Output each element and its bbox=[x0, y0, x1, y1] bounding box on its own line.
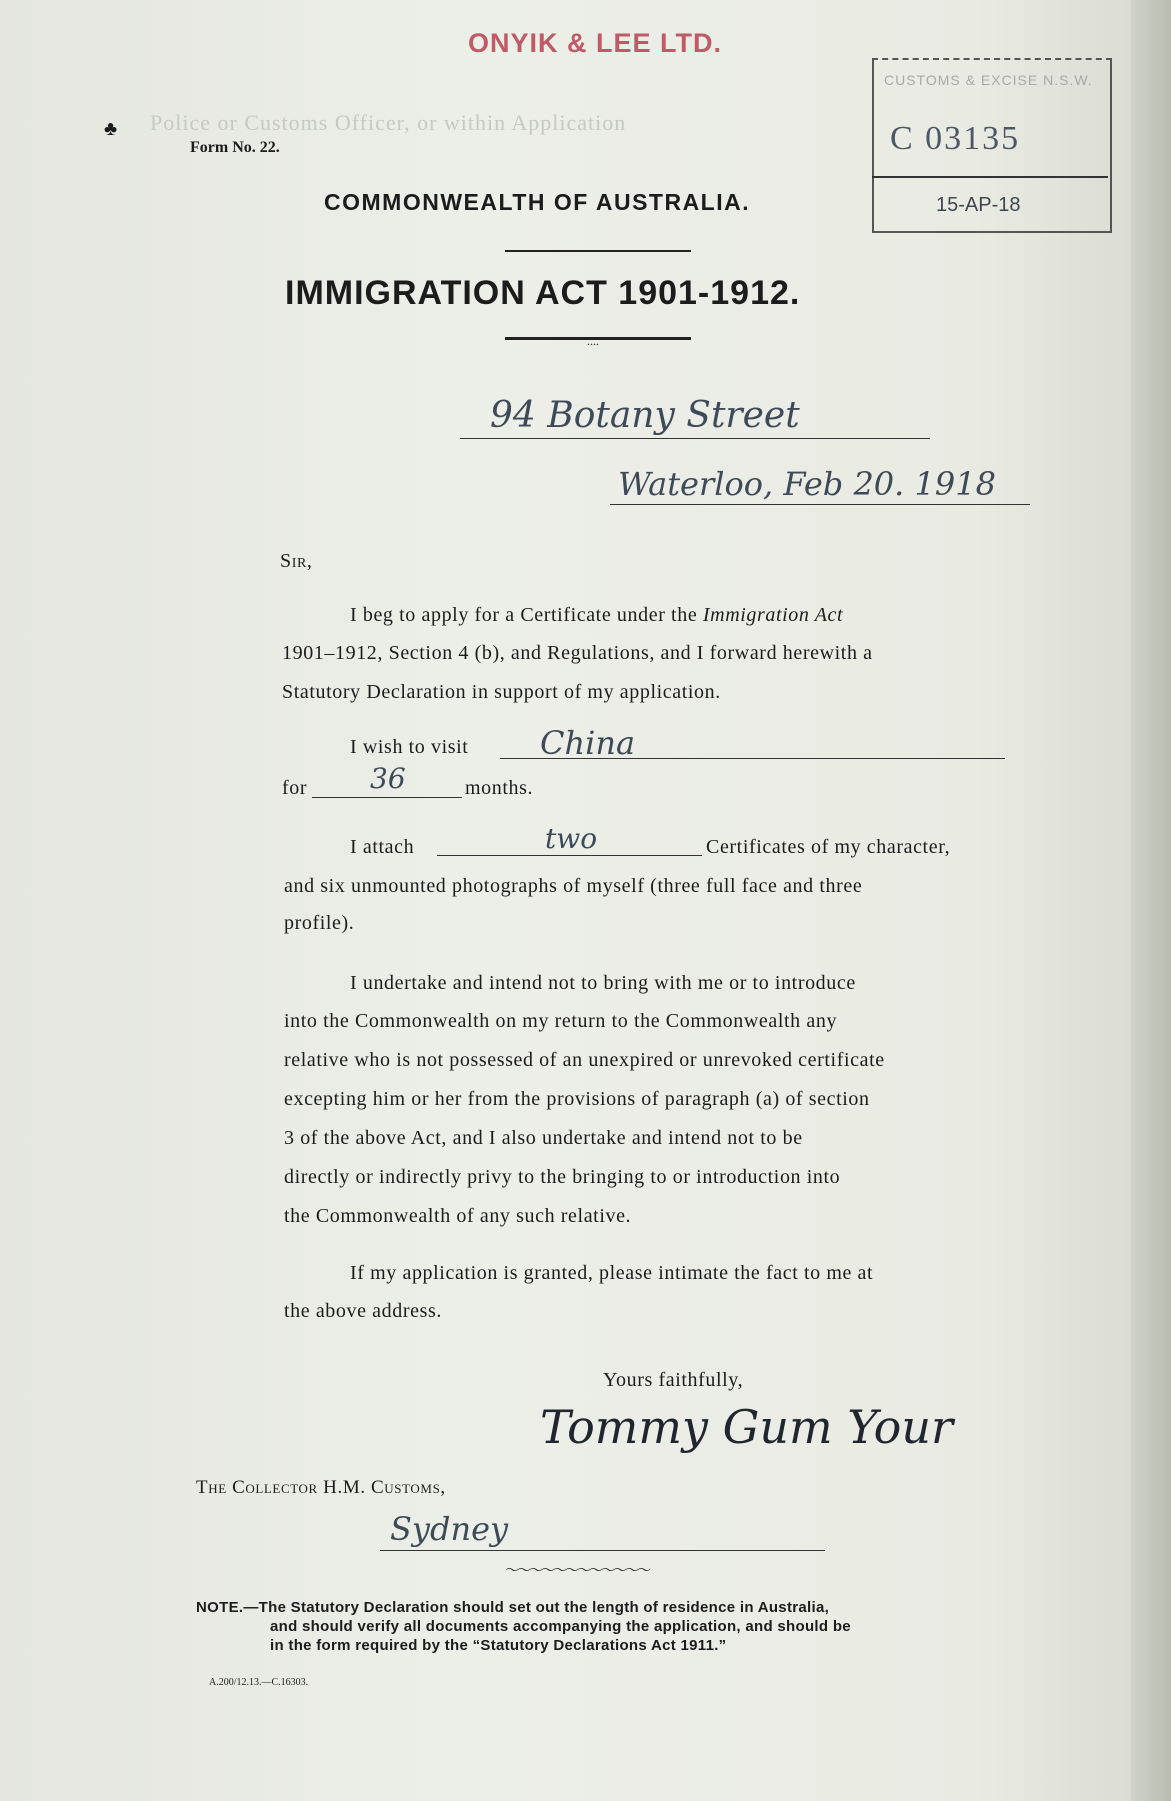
months-value-line bbox=[312, 797, 462, 798]
attach-count: two bbox=[545, 822, 598, 855]
form-number: Form No. 22. bbox=[190, 139, 280, 156]
attach-count-line bbox=[437, 855, 702, 856]
closing: Yours faithfully, bbox=[603, 1369, 744, 1391]
attach-line-2: and six unmounted photographs of myself (three full face and three bbox=[284, 875, 863, 897]
club-mark-icon: ♣ bbox=[104, 118, 118, 140]
address-line-1: 94 Botany Street bbox=[490, 395, 800, 436]
page-edge bbox=[1131, 0, 1171, 1801]
customs-stamp-top-text: CUSTOMS & EXCISE N.S.W. bbox=[884, 72, 1093, 88]
attach-label: I attach bbox=[350, 836, 415, 858]
undertake-line-2: into the Commonwealth on my return to the Commonwealth any bbox=[284, 1010, 838, 1032]
title-rule-top bbox=[505, 250, 691, 252]
faint-bleed-text: Police or Customs Officer, or within Application bbox=[150, 110, 627, 135]
undertake-line-6: directly or indirectly privy to the bringing to or introduction into bbox=[284, 1166, 841, 1188]
visit-destination: China bbox=[540, 724, 636, 762]
undertake-line-1: I undertake and intend not to bring with me or to introduce bbox=[350, 972, 856, 994]
visit-label: I wish to visit bbox=[350, 736, 469, 758]
addressee-city: Sydney bbox=[390, 1510, 509, 1548]
attach-suffix: Certificates of my character, bbox=[706, 836, 951, 858]
months-label: months. bbox=[465, 777, 534, 799]
address-line-2: Waterloo, Feb 20. 1918 bbox=[618, 465, 996, 503]
customs-stamp-number: C 03135 bbox=[890, 120, 1021, 157]
granted-line-2: the above address. bbox=[284, 1300, 442, 1322]
months-value: 36 bbox=[370, 762, 406, 795]
address-line-2-rule bbox=[610, 504, 1030, 505]
company-stamp: ONYIK & LEE LTD. bbox=[468, 28, 723, 58]
paragraph-1-line-1 bbox=[350, 604, 843, 627]
note-line-1 bbox=[196, 1598, 851, 1617]
attach-line-3: profile). bbox=[284, 912, 355, 934]
address-line-1-rule bbox=[460, 438, 930, 439]
print-code: A.200/12.13.—C.16303. bbox=[209, 1677, 309, 1688]
undertake-line-3: relative who is not possessed of an unexpired or unrevoked certificate bbox=[284, 1049, 885, 1071]
note-text-1: The Statutory Declaration should set out the length of residence in Australia, bbox=[258, 1599, 830, 1616]
undertake-line-7: the Commonwealth of any such relative. bbox=[284, 1205, 632, 1227]
addressee-city-line bbox=[380, 1550, 825, 1551]
country-heading: COMMONWEALTH OF AUSTRALIA. bbox=[324, 189, 751, 215]
signature: Tommy Gum Your bbox=[540, 1400, 953, 1454]
salutation: Sir, bbox=[280, 550, 313, 572]
undertake-line-5: 3 of the above Act, and I also undertake and intend not to be bbox=[284, 1127, 803, 1149]
note-label: NOTE.— bbox=[196, 1599, 259, 1616]
note-line-3: in the form required by the “Statutory Declarations Act 1911.” bbox=[270, 1637, 727, 1654]
act-name-italic: Immigration Act bbox=[702, 604, 844, 626]
paragraph-1-line-2: 1901–1912, Section 4 (b), and Regulations, and I forward herewith a bbox=[282, 642, 873, 664]
note-line-2: and should verify all documents accompanying the application, and should be bbox=[270, 1618, 851, 1635]
note-block bbox=[196, 1598, 851, 1655]
undertake-line-4: excepting him or her from the provisions of paragraph (a) of section bbox=[284, 1088, 870, 1110]
act-title: IMMIGRATION ACT 1901-1912. bbox=[285, 274, 801, 312]
customs-stamp-date: 15-AP-18 bbox=[936, 194, 1021, 216]
paragraph-1-line-3: Statutory Declaration in support of my application. bbox=[282, 681, 721, 703]
for-label: for bbox=[282, 777, 308, 799]
granted-line-1: If my application is granted, please intimate the fact to me at bbox=[350, 1262, 874, 1284]
paragraph-1-text: I beg to apply for a Certificate under the bbox=[350, 604, 698, 626]
addressee-line-1: The Collector H.M. Customs, bbox=[196, 1477, 446, 1498]
wavy-divider: 〜〜〜〜〜〜〜〜〜〜〜〜 bbox=[505, 1564, 649, 1579]
title-dots: .... bbox=[587, 334, 599, 348]
customs-stamp bbox=[872, 58, 1112, 233]
